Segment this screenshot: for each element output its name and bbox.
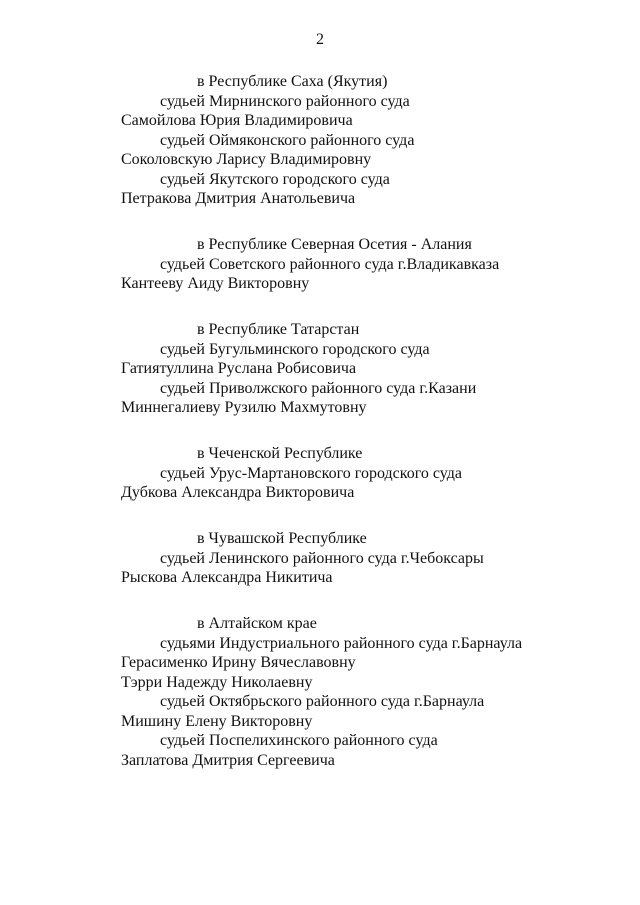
section-gap bbox=[0, 294, 640, 321]
court-appointment-line: судьей Бугульминского городского суда bbox=[160, 340, 430, 358]
region-section bbox=[0, 529, 640, 588]
region-heading: в Республике Саха (Якутия) bbox=[197, 73, 388, 90]
court-appointment-line: судьей Мирнинского районного суда bbox=[160, 92, 410, 110]
region-heading: в Республике Северная Осетия - Алания bbox=[197, 236, 472, 253]
judge-name-line: Тэрри Надежду Николаевну bbox=[121, 673, 313, 691]
judge-name-line: Герасименко Ирину Вячеславовну bbox=[121, 654, 356, 671]
judge-name-line: Миннегалиеву Рузилю Махмутовну bbox=[121, 399, 367, 416]
court-appointment-line: судьей Оймяконского районного суда bbox=[160, 131, 415, 149]
region-section bbox=[0, 320, 640, 418]
court-appointment-line: судьей Поспелихинского районного суда bbox=[160, 732, 438, 749]
judge-name-line: Заплатова Дмитрия Сергеевича bbox=[121, 751, 335, 769]
judge-name-line: Гатиятуллина Руслана Робисовича bbox=[121, 360, 357, 377]
section-gap bbox=[0, 209, 640, 236]
region-heading: в Алтайском крае bbox=[197, 615, 317, 632]
section-gap bbox=[0, 588, 640, 615]
region-section bbox=[0, 444, 640, 503]
judge-name-line: Кантееву Аиду Викторовну bbox=[121, 275, 310, 292]
court-appointment-line: судьей Урус-Мартановского городского суда bbox=[160, 464, 462, 482]
judge-name-line: Соколовскую Ларису Владимировну bbox=[121, 151, 372, 168]
judge-name-line: Дубкова Александра Викторовича bbox=[121, 484, 355, 501]
judge-name-line: Самойлова Юрия Владимировича bbox=[121, 112, 353, 129]
section-gap bbox=[0, 418, 640, 445]
court-appointment-line: судьей Советского районного суда г.Владикавказа bbox=[160, 255, 500, 273]
judge-name-line: Мишину Елену Викторовну bbox=[121, 712, 313, 730]
document-body bbox=[0, 72, 640, 770]
court-appointment-line: судьей Октябрьского районного суда г.Барнаула bbox=[160, 693, 485, 710]
region-heading: в Республике Татарстан bbox=[197, 321, 360, 338]
region-section bbox=[0, 235, 640, 294]
region-heading: в Чеченской Республике bbox=[197, 445, 363, 462]
judge-name-line: Рыскова Александра Никитича bbox=[121, 569, 333, 586]
court-appointment-line: судьей Якутского городского суда bbox=[160, 170, 390, 188]
page-number: 2 bbox=[316, 31, 324, 48]
region-section bbox=[0, 72, 640, 209]
region-heading: в Чувашской Республике bbox=[197, 530, 367, 547]
court-appointment-line: судьей Приволжского районного суда г.Казани bbox=[160, 379, 477, 397]
court-appointment-line: судьей Ленинского районного суда г.Чебоксары bbox=[160, 549, 484, 567]
region-section bbox=[0, 614, 640, 770]
section-gap bbox=[0, 503, 640, 530]
court-appointment-line: судьями Индустриального районного суда г.Барнаула bbox=[160, 634, 523, 652]
judge-name-line: Петракова Дмитрия Анатольевича bbox=[121, 190, 356, 207]
